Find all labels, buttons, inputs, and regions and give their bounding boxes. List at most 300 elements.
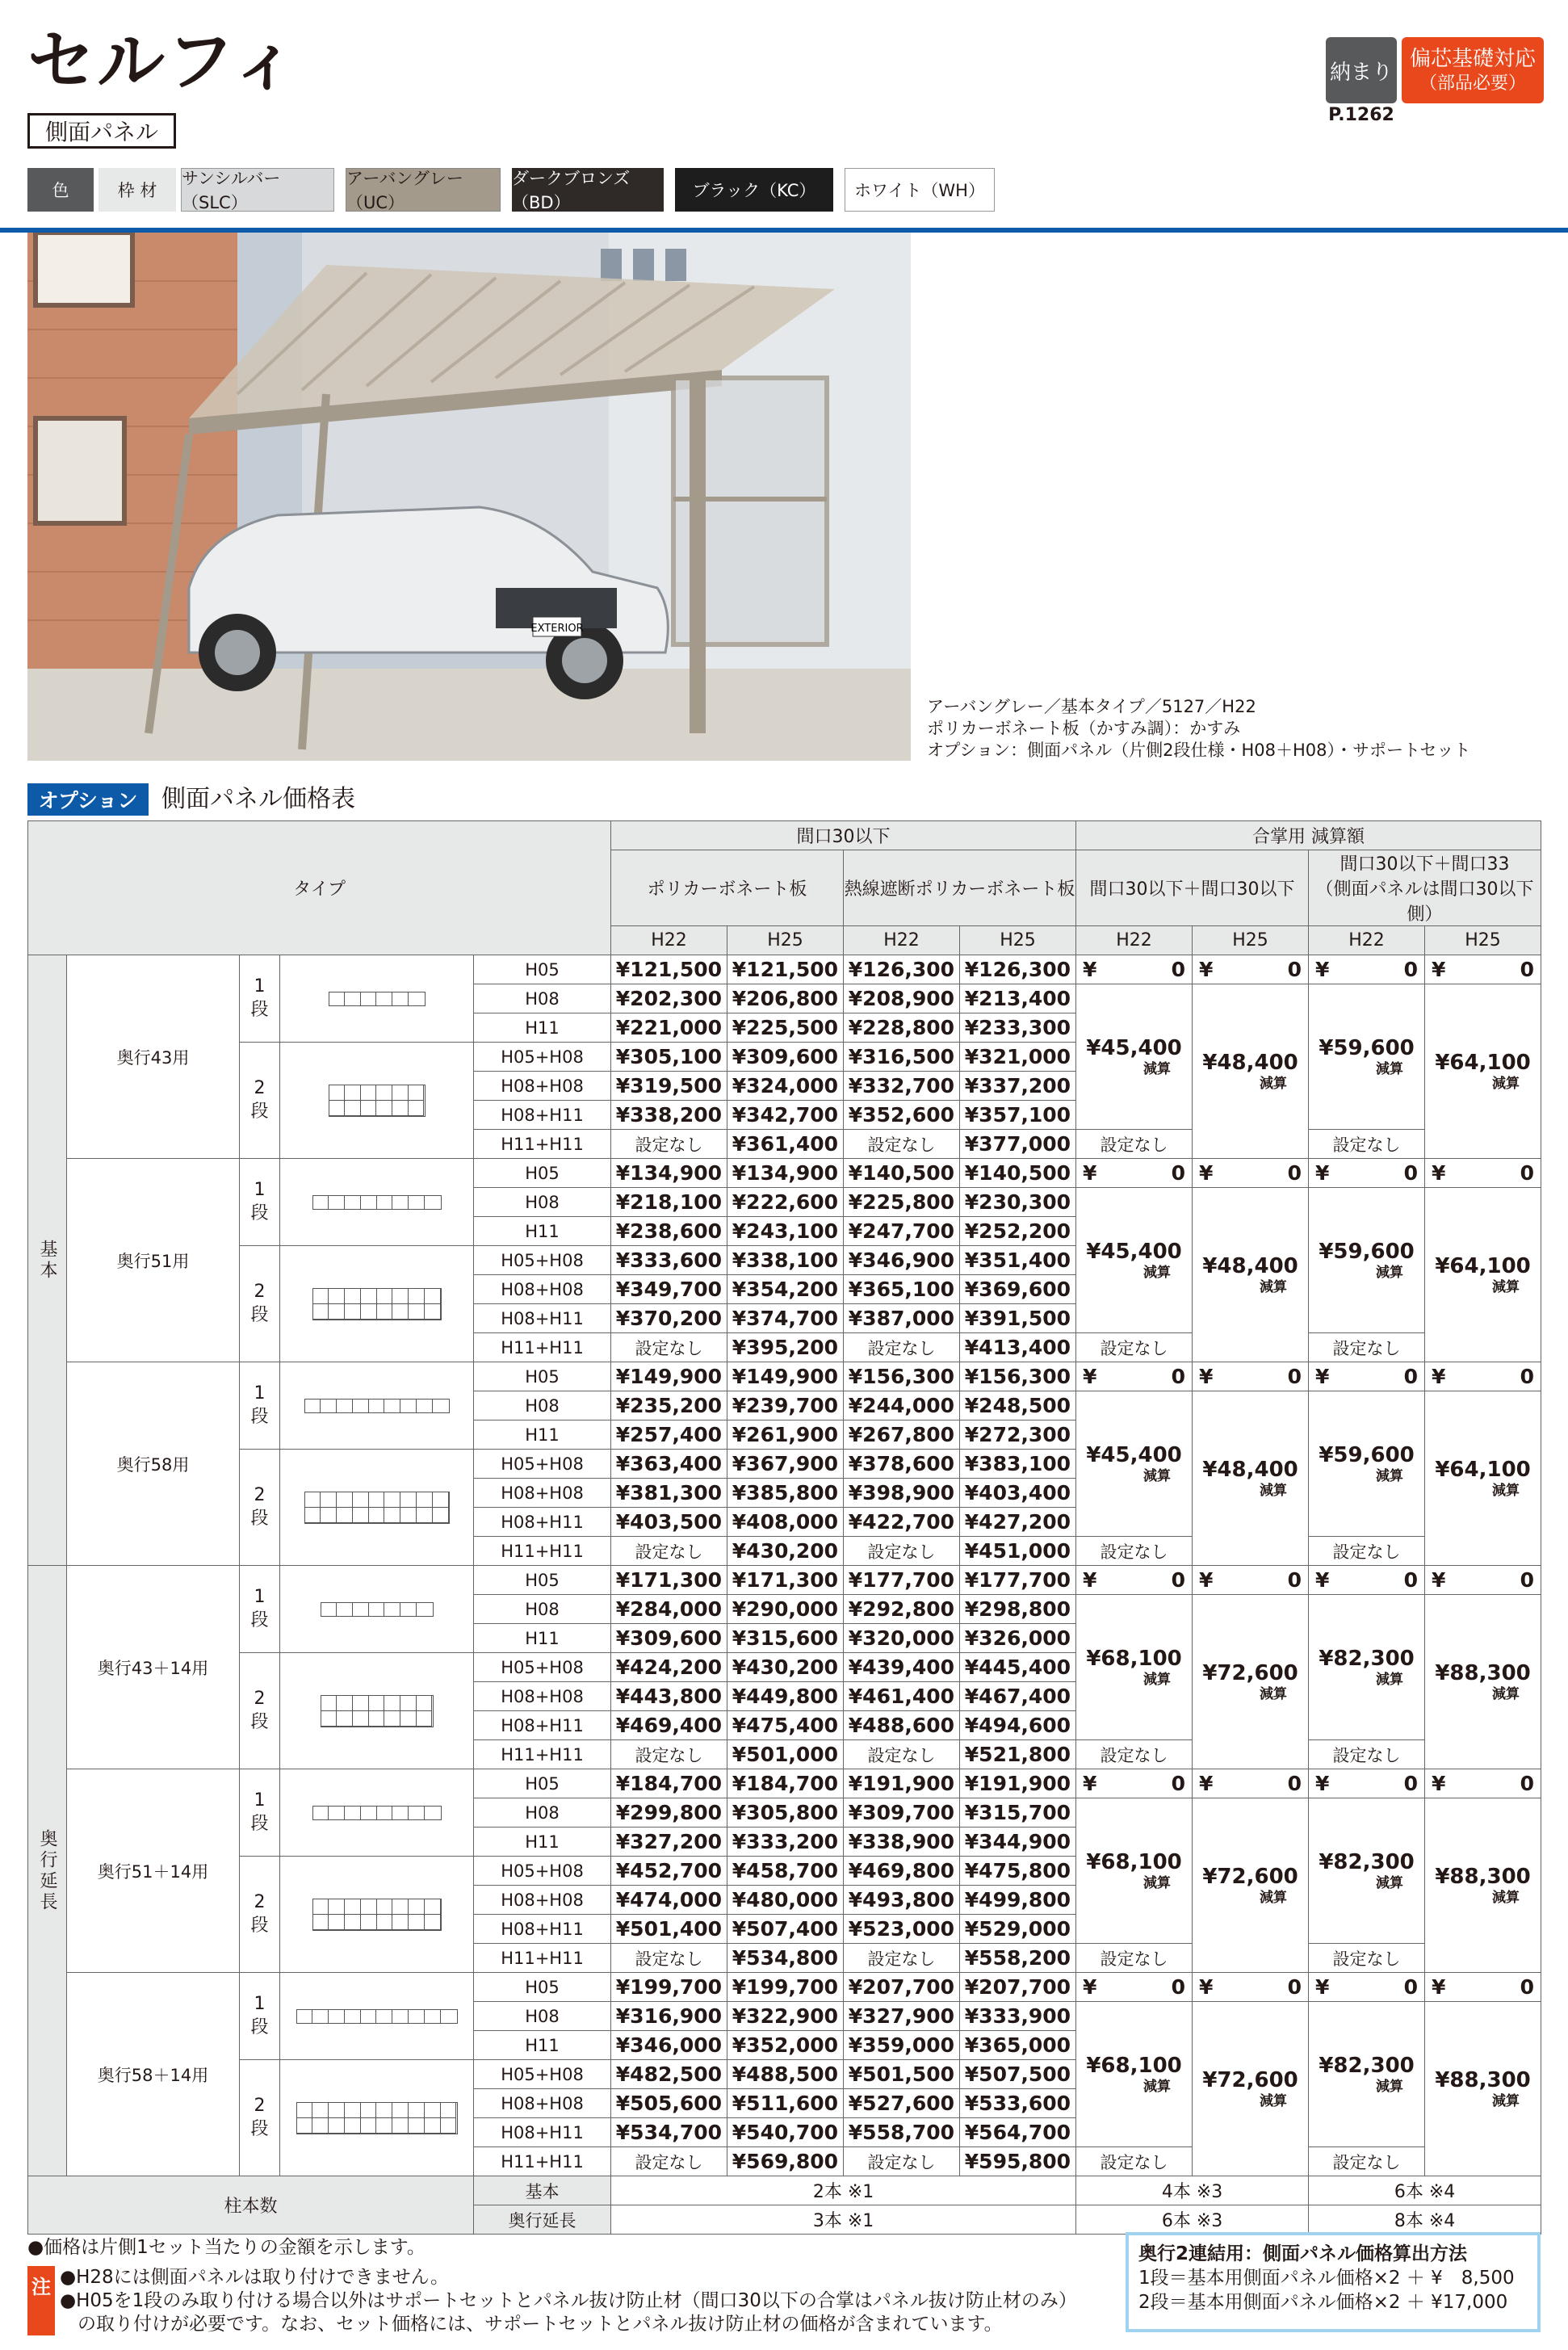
- dan-1-label: [240, 1973, 280, 2060]
- deduction-suffix: 減算: [1376, 1875, 1404, 1891]
- yen-mark: ¥: [1432, 958, 1446, 981]
- type-label: 奥行43用: [67, 955, 240, 1159]
- size-label: H05: [474, 1159, 611, 1188]
- yen-mark: ¥: [1199, 1772, 1214, 1795]
- price-cell: ¥461,400: [844, 1682, 960, 1711]
- deduction-suffix: 減算: [1376, 2079, 1404, 2095]
- zero-deduction-cell: [1425, 1769, 1541, 1798]
- not-set-cell: 設定なし: [1076, 1130, 1193, 1159]
- price-cell: 設定なし: [844, 1333, 960, 1362]
- header-sub1: 間口30以下＋間口30以下: [1076, 850, 1309, 926]
- zero-deduction-cell: [1076, 1362, 1193, 1391]
- yen-mark: ¥: [1315, 1161, 1330, 1185]
- price-cell: ¥213,400: [960, 984, 1076, 1013]
- size-label: H08+H11: [474, 1101, 611, 1130]
- price-cell: ¥475,800: [960, 1857, 1076, 1886]
- price-cell: ¥320,000: [844, 1624, 960, 1653]
- yen-mark: ¥: [1199, 958, 1214, 981]
- price-cell: ¥338,200: [611, 1101, 727, 1130]
- yen-mark: ¥: [1315, 1975, 1330, 1999]
- dan-text: 2 段: [250, 1891, 269, 1936]
- deduction-value: ¥45,400: [1086, 1036, 1182, 1060]
- two-tier-diagram: [280, 1653, 474, 1769]
- deduction-value: ¥59,600: [1319, 1240, 1415, 1264]
- size-label: H11+H11: [474, 1944, 611, 1973]
- header-h25: H25: [960, 926, 1076, 955]
- panel-diagram: [329, 992, 426, 1006]
- deduction-amount: [1309, 2002, 1425, 2147]
- page-reference: P.1262: [1328, 105, 1394, 125]
- deduction-value: ¥88,300: [1435, 2068, 1531, 2092]
- deduction-value: ¥88,300: [1435, 1865, 1531, 1889]
- deduction-suffix: 減算: [1376, 1061, 1404, 1077]
- price-cell: ¥156,300: [844, 1362, 960, 1391]
- price-cell: ¥206,800: [727, 984, 844, 1013]
- deduction-amount: [1076, 1391, 1193, 1537]
- price-cell: ¥191,900: [844, 1769, 960, 1798]
- header-sub2-line1: 間口30以下＋間口33: [1340, 854, 1510, 875]
- zero-deduction-cell: [1076, 1973, 1193, 2002]
- price-cell: ¥225,800: [844, 1188, 960, 1217]
- price-cell: ¥507,500: [960, 2060, 1076, 2089]
- deduction-suffix: 減算: [1260, 1279, 1288, 1295]
- price-cell: ¥395,200: [727, 1333, 844, 1362]
- zero-value: 0: [1520, 1365, 1535, 1388]
- price-cell: ¥126,300: [960, 955, 1076, 984]
- price-cell: ¥247,700: [844, 1217, 960, 1246]
- price-cell: ¥374,700: [727, 1304, 844, 1333]
- zero-value: 0: [1520, 1772, 1535, 1795]
- size-label: H08: [474, 984, 611, 1013]
- header-h22: H22: [611, 926, 727, 955]
- deduction-suffix: 減算: [1143, 1061, 1172, 1077]
- deduction-value: ¥72,600: [1202, 1865, 1298, 1889]
- price-cell: ¥475,400: [727, 1711, 844, 1740]
- price-cell: ¥377,000: [960, 1130, 1076, 1159]
- panel-diagram: [296, 2009, 458, 2024]
- dan-1-label: [240, 1362, 280, 1450]
- price-cell: ¥191,900: [960, 1769, 1076, 1798]
- price-cell: ¥365,000: [960, 2031, 1076, 2060]
- two-tier-diagram: [280, 1043, 474, 1159]
- posts-ext-label: 奥行延長: [474, 2205, 611, 2235]
- price-cell: 設定なし: [611, 1740, 727, 1769]
- deduction-value: ¥64,100: [1435, 1458, 1531, 1482]
- price-cell: 設定なし: [611, 1333, 727, 1362]
- price-cell: ¥261,900: [727, 1420, 844, 1450]
- price-cell: ¥365,100: [844, 1275, 960, 1304]
- price-cell: ¥321,000: [960, 1043, 1076, 1072]
- price-cell: ¥327,900: [844, 2002, 960, 2031]
- size-label: H05+H08: [474, 1857, 611, 1886]
- yen-mark: ¥: [1432, 1975, 1446, 1999]
- not-set-cell: 設定なし: [1309, 1740, 1425, 1769]
- price-cell: ¥369,600: [960, 1275, 1076, 1304]
- type-label: 奥行51＋14用: [67, 1769, 240, 1973]
- price-cell: 設定なし: [611, 1944, 727, 1973]
- one-tier-diagram: [280, 1362, 474, 1450]
- price-cell: ¥156,300: [960, 1362, 1076, 1391]
- yen-mark: ¥: [1432, 1161, 1446, 1185]
- deduction-value: ¥64,100: [1435, 1254, 1531, 1278]
- price-cell: ¥244,000: [844, 1391, 960, 1420]
- size-label: H05: [474, 1362, 611, 1391]
- size-label: H08: [474, 2002, 611, 2031]
- posts-label: 柱本数: [28, 2176, 474, 2235]
- deduction-suffix: 減算: [1260, 1890, 1288, 1906]
- price-cell: ¥342,700: [727, 1101, 844, 1130]
- price-cell: ¥558,200: [960, 1944, 1076, 1973]
- price-cell: ¥184,700: [727, 1769, 844, 1798]
- deduction-amount: [1193, 1595, 1309, 1769]
- price-cell: ¥488,500: [727, 2060, 844, 2089]
- zero-deduction-cell: [1309, 1362, 1425, 1391]
- deduction-value: ¥48,400: [1202, 1458, 1298, 1482]
- price-cell: ¥315,700: [960, 1798, 1076, 1828]
- price-cell: ¥493,800: [844, 1886, 960, 1915]
- color-swatch-black: ブラック（KC）: [675, 168, 833, 212]
- posts-ext-value: 6本 ※3: [1076, 2205, 1309, 2235]
- price-cell: ¥248,500: [960, 1391, 1076, 1420]
- zero-deduction-cell: [1076, 1769, 1193, 1798]
- deduction-suffix: 減算: [1492, 1686, 1520, 1702]
- size-label: H08+H11: [474, 1508, 611, 1537]
- size-label: H08: [474, 1798, 611, 1828]
- deduction-amount: [1193, 984, 1309, 1159]
- price-cell: ¥451,000: [960, 1537, 1076, 1566]
- price-cell: ¥367,900: [727, 1450, 844, 1479]
- header-h22: H22: [844, 926, 960, 955]
- not-set-cell: 設定なし: [1076, 1740, 1193, 1769]
- panel-diagram: [312, 1899, 442, 1931]
- size-label: H05: [474, 1566, 611, 1595]
- price-cell: ¥177,700: [844, 1566, 960, 1595]
- zero-value: 0: [1171, 1568, 1186, 1592]
- calculation-box: [1126, 2232, 1541, 2332]
- price-cell: ¥445,400: [960, 1653, 1076, 1682]
- price-cell: ¥527,600: [844, 2089, 960, 2118]
- zero-value: 0: [1171, 1975, 1186, 1999]
- dan-2-label: [240, 2060, 280, 2176]
- zero-deduction-cell: [1425, 1973, 1541, 2002]
- color-swatch-silver: サンシルバー（SLC）: [181, 168, 334, 212]
- panel-diagram: [304, 1399, 450, 1413]
- price-cell: ¥239,700: [727, 1391, 844, 1420]
- dan-text: 2 段: [250, 2095, 269, 2139]
- price-cell: ¥199,700: [727, 1973, 844, 2002]
- price-cell: 設定なし: [611, 1130, 727, 1159]
- panel-diagram: [312, 1195, 442, 1210]
- price-cell: ¥140,500: [960, 1159, 1076, 1188]
- deduction-suffix: 減算: [1143, 1468, 1172, 1484]
- price-cell: ¥385,800: [727, 1479, 844, 1508]
- dan-text: 1 段: [250, 976, 269, 1020]
- type-label: 奥行43＋14用: [67, 1566, 240, 1769]
- deduction-amount: [1076, 1798, 1193, 1944]
- price-cell: ¥202,300: [611, 984, 727, 1013]
- deduction-value: ¥59,600: [1319, 1443, 1415, 1467]
- price-cell: ¥327,200: [611, 1828, 727, 1857]
- price-cell: ¥225,500: [727, 1013, 844, 1043]
- price-cell: ¥316,900: [611, 2002, 727, 2031]
- price-cell: ¥370,200: [611, 1304, 727, 1333]
- price-cell: ¥403,500: [611, 1508, 727, 1537]
- price-cell: ¥534,800: [727, 1944, 844, 1973]
- price-cell: ¥292,800: [844, 1595, 960, 1624]
- size-label: H08+H08: [474, 1072, 611, 1101]
- price-cell: ¥230,300: [960, 1188, 1076, 1217]
- carport-illustration: [27, 233, 911, 761]
- price-cell: ¥458,700: [727, 1857, 844, 1886]
- price-cell: ¥351,400: [960, 1246, 1076, 1275]
- price-cell: ¥346,900: [844, 1246, 960, 1275]
- price-cell: ¥171,300: [727, 1566, 844, 1595]
- price-cell: ¥199,700: [611, 1973, 727, 2002]
- price-cell: ¥408,000: [727, 1508, 844, 1537]
- header-polycarbonate: ポリカーボネート板: [611, 850, 844, 926]
- size-label: H11+H11: [474, 1333, 611, 1362]
- price-cell: ¥467,400: [960, 1682, 1076, 1711]
- deduction-amount: [1425, 1188, 1541, 1362]
- price-cell: ¥177,700: [960, 1566, 1076, 1595]
- size-label: H08+H08: [474, 1479, 611, 1508]
- caption-line: アーバングレー／基本タイプ／5127／H22: [927, 697, 1256, 716]
- size-label: H11+H11: [474, 1537, 611, 1566]
- deduction-value: ¥45,400: [1086, 1240, 1182, 1264]
- price-cell: ¥284,000: [611, 1595, 727, 1624]
- one-tier-diagram: [280, 1973, 474, 2060]
- price-cell: ¥149,900: [611, 1362, 727, 1391]
- deduction-suffix: 減算: [1492, 1279, 1520, 1295]
- not-set-cell: 設定なし: [1076, 1537, 1193, 1566]
- size-label: H08+H08: [474, 1682, 611, 1711]
- price-cell: ¥305,100: [611, 1043, 727, 1072]
- yen-mark: ¥: [1432, 1568, 1446, 1592]
- deduction-value: ¥68,100: [1086, 1850, 1182, 1874]
- panel-diagram: [312, 1288, 442, 1320]
- price-cell: ¥267,800: [844, 1420, 960, 1450]
- size-label: H05: [474, 955, 611, 984]
- price-cell: ¥290,000: [727, 1595, 844, 1624]
- eccentric-base-label: 偏芯基礎対応: [1409, 47, 1536, 71]
- price-cell: ¥505,600: [611, 2089, 727, 2118]
- price-cell: ¥452,700: [611, 1857, 727, 1886]
- panel-diagram: [321, 1695, 434, 1727]
- price-cell: ¥272,300: [960, 1420, 1076, 1450]
- price-cell: ¥521,800: [960, 1740, 1076, 1769]
- size-label: H08+H11: [474, 1711, 611, 1740]
- photo-caption: [927, 696, 1470, 762]
- dan-text: 1 段: [250, 1383, 269, 1427]
- two-tier-diagram: [280, 1857, 474, 1973]
- size-label: H05+H08: [474, 1450, 611, 1479]
- zero-deduction-cell: [1076, 955, 1193, 984]
- size-label: H11+H11: [474, 1130, 611, 1159]
- deduction-value: ¥45,400: [1086, 1443, 1182, 1467]
- yen-mark: ¥: [1083, 1975, 1097, 1999]
- header-h25: H25: [1425, 926, 1541, 955]
- price-cell: ¥218,100: [611, 1188, 727, 1217]
- not-set-cell: 設定なし: [1309, 1333, 1425, 1362]
- header-width30: 間口30以下: [611, 821, 1076, 850]
- deduction-amount: [1309, 1188, 1425, 1333]
- zero-deduction-cell: [1425, 1362, 1541, 1391]
- zero-value: 0: [1287, 1975, 1302, 1999]
- price-cell: ¥523,000: [844, 1915, 960, 1944]
- zero-value: 0: [1520, 1975, 1535, 1999]
- price-cell: 設定なし: [611, 2147, 727, 2176]
- price-cell: ¥488,600: [844, 1711, 960, 1740]
- price-cell: ¥569,800: [727, 2147, 844, 2176]
- price-cell: ¥469,400: [611, 1711, 727, 1740]
- zero-deduction-cell: [1193, 955, 1309, 984]
- zero-deduction-cell: [1425, 1566, 1541, 1595]
- panel-diagram: [321, 1602, 434, 1617]
- size-label: H05+H08: [474, 1246, 611, 1275]
- zero-value: 0: [1287, 1365, 1302, 1388]
- price-cell: ¥337,200: [960, 1072, 1076, 1101]
- price-cell: ¥381,300: [611, 1479, 727, 1508]
- price-cell: ¥558,700: [844, 2118, 960, 2147]
- price-cell: ¥439,400: [844, 1653, 960, 1682]
- deduction-suffix: 減算: [1376, 1672, 1404, 1688]
- price-cell: ¥494,600: [960, 1711, 1076, 1740]
- zero-value: 0: [1171, 1772, 1186, 1795]
- price-cell: ¥482,500: [611, 2060, 727, 2089]
- deduction-value: ¥72,600: [1202, 2068, 1298, 2092]
- zero-value: 0: [1520, 1161, 1535, 1185]
- price-cell: ¥184,700: [611, 1769, 727, 1798]
- page-title: セルフィ: [27, 22, 300, 101]
- deduction-suffix: 減算: [1143, 1265, 1172, 1281]
- size-label: H05: [474, 1769, 611, 1798]
- size-label: H11: [474, 1420, 611, 1450]
- price-cell: ¥533,600: [960, 2089, 1076, 2118]
- zero-deduction-cell: [1309, 955, 1425, 984]
- size-label: H11: [474, 1013, 611, 1043]
- price-note: ●価格は片側1セット当たりの金額を示します。: [27, 2237, 426, 2258]
- deduction-amount: [1076, 2002, 1193, 2147]
- size-label: H08: [474, 1391, 611, 1420]
- deduction-amount: [1425, 2002, 1541, 2176]
- price-cell: ¥332,700: [844, 1072, 960, 1101]
- caption-line: ポリカーボネート板（かすみ調）：かすみ: [927, 719, 1241, 738]
- one-tier-diagram: [280, 1769, 474, 1857]
- price-cell: ¥344,900: [960, 1828, 1076, 1857]
- deduction-amount: [1076, 1188, 1193, 1333]
- not-set-cell: 設定なし: [1309, 2147, 1425, 2176]
- price-cell: ¥309,600: [727, 1043, 844, 1072]
- frame-label: 枠 材: [99, 168, 176, 212]
- deduction-value: ¥72,600: [1202, 1661, 1298, 1685]
- posts-base-value: 4本 ※3: [1076, 2176, 1309, 2205]
- one-tier-diagram: [280, 1566, 474, 1653]
- deduction-amount: [1309, 984, 1425, 1130]
- price-cell: ¥338,900: [844, 1828, 960, 1857]
- deduction-amount: [1076, 984, 1193, 1130]
- dan-1-label: [240, 1769, 280, 1857]
- price-cell: 設定なし: [844, 1740, 960, 1769]
- size-label: H08+H08: [474, 2089, 611, 2118]
- price-cell: ¥333,900: [960, 2002, 1076, 2031]
- eccentric-base-tag: [1402, 37, 1544, 103]
- yen-mark: ¥: [1315, 958, 1330, 981]
- price-cell: ¥501,000: [727, 1740, 844, 1769]
- price-cell: ¥319,500: [611, 1072, 727, 1101]
- dan-2-label: [240, 1246, 280, 1362]
- price-cell: ¥534,700: [611, 2118, 727, 2147]
- yen-mark: ¥: [1083, 1568, 1097, 1592]
- price-cell: ¥134,900: [611, 1159, 727, 1188]
- size-label: H05+H08: [474, 2060, 611, 2089]
- header-sub2: [1309, 850, 1541, 926]
- not-set-cell: 設定なし: [1309, 1130, 1425, 1159]
- zero-value: 0: [1171, 1365, 1186, 1388]
- price-cell: ¥359,000: [844, 2031, 960, 2060]
- price-cell: ¥387,000: [844, 1304, 960, 1333]
- deduction-value: ¥82,300: [1319, 1850, 1415, 1874]
- size-label: H08+H08: [474, 1886, 611, 1915]
- yen-mark: ¥: [1315, 1365, 1330, 1388]
- price-cell: ¥391,500: [960, 1304, 1076, 1333]
- price-cell: ¥352,600: [844, 1101, 960, 1130]
- dan-1-label: [240, 1159, 280, 1246]
- deduction-suffix: 減算: [1260, 1686, 1288, 1702]
- price-cell: ¥299,800: [611, 1798, 727, 1828]
- zero-value: 0: [1520, 958, 1535, 981]
- price-cell: ¥357,100: [960, 1101, 1076, 1130]
- yen-mark: ¥: [1315, 1772, 1330, 1795]
- zero-value: 0: [1171, 1161, 1186, 1185]
- price-cell: ¥309,700: [844, 1798, 960, 1828]
- price-cell: ¥233,300: [960, 1013, 1076, 1043]
- size-label: H08: [474, 1595, 611, 1624]
- deduction-suffix: 減算: [1376, 1468, 1404, 1484]
- price-cell: 設定なし: [844, 1130, 960, 1159]
- one-tier-diagram: [280, 1159, 474, 1246]
- zero-value: 0: [1171, 958, 1186, 981]
- dan-text: 1 段: [250, 1179, 269, 1223]
- zero-value: 0: [1287, 1161, 1302, 1185]
- dan-2-label: [240, 1857, 280, 1973]
- size-label: H11+H11: [474, 1740, 611, 1769]
- deduction-value: ¥68,100: [1086, 1647, 1182, 1671]
- price-cell: ¥354,200: [727, 1275, 844, 1304]
- deduction-amount: [1309, 1595, 1425, 1740]
- deduction-amount: [1193, 1188, 1309, 1362]
- deduction-value: ¥68,100: [1086, 2054, 1182, 2078]
- yen-mark: ¥: [1315, 1568, 1330, 1592]
- zero-value: 0: [1403, 1568, 1419, 1592]
- deduction-suffix: 減算: [1492, 1076, 1520, 1092]
- price-cell: ¥499,800: [960, 1886, 1076, 1915]
- dan-1-label: [240, 1566, 280, 1653]
- posts-base-value: 2本 ※1: [611, 2176, 1076, 2205]
- deduction-suffix: 減算: [1143, 1672, 1172, 1688]
- dan-text: 1 段: [250, 1586, 269, 1630]
- note-item: の取り付けが必要です。なお、セット価格には、サポートセットとパネル抜け防止材の価格が含まれています。: [78, 2314, 1003, 2335]
- size-label: H05+H08: [474, 1653, 611, 1682]
- color-swatch-white: ホワイト（WH）: [845, 168, 995, 212]
- dan-text: 2 段: [250, 1077, 269, 1122]
- zero-value: 0: [1403, 1772, 1419, 1795]
- deduction-amount: [1425, 1595, 1541, 1769]
- size-label: H11: [474, 1217, 611, 1246]
- deduction-amount: [1076, 1595, 1193, 1740]
- calculation-line: 1段＝基本用側面パネル価格×2 ＋ ¥ 8,500: [1138, 2268, 1515, 2289]
- dan-text: 2 段: [250, 1688, 269, 1732]
- zero-value: 0: [1403, 958, 1419, 981]
